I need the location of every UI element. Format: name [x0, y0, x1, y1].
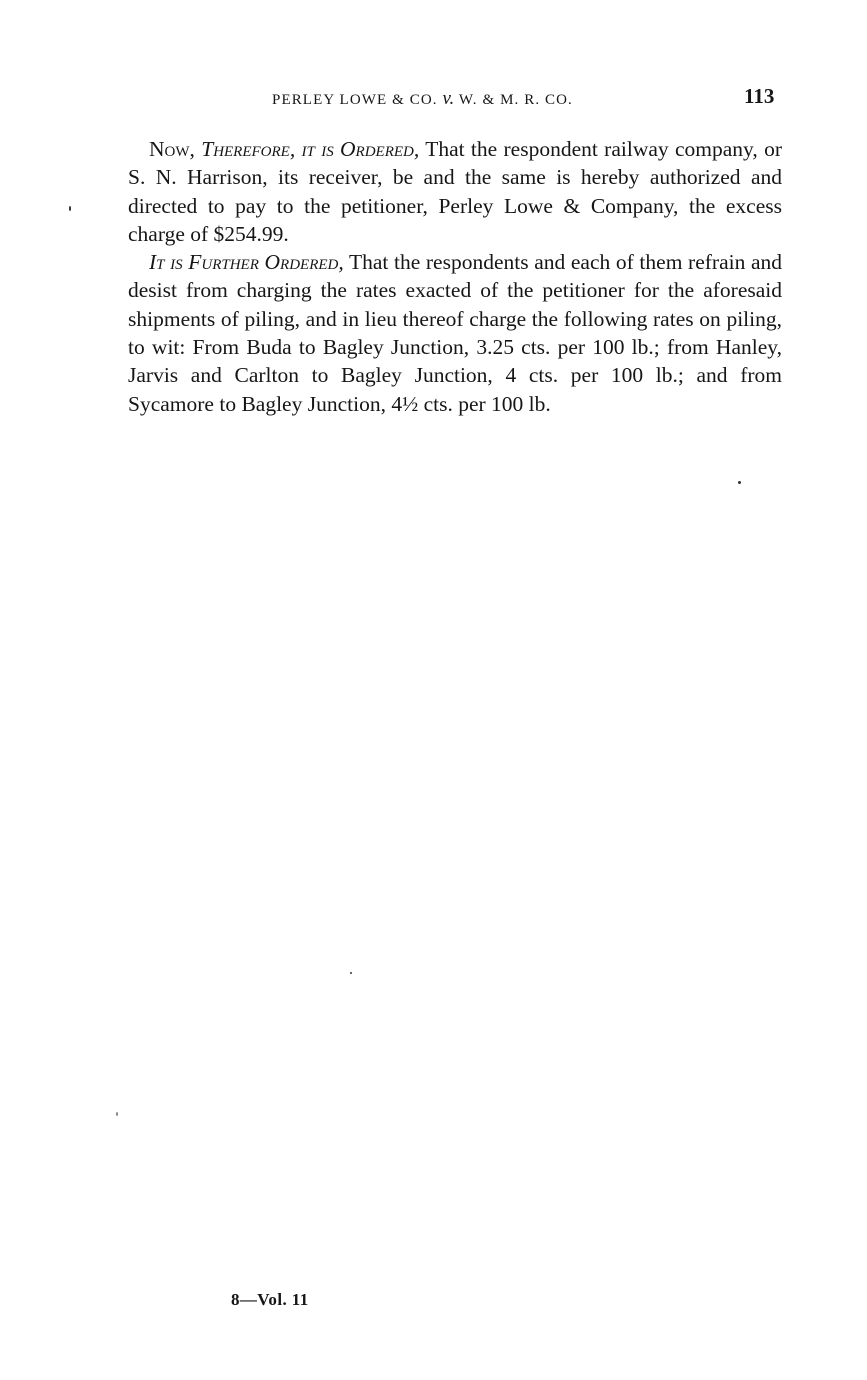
paragraph-lead-now: Now, — [149, 137, 202, 161]
ink-speck — [738, 481, 741, 484]
paragraph-text: That the respondent railway company, or S. N. Harrison, its receiver, be and the same is hereby authorized and directed to pay to the petitioner, Perley Lowe & Company, the excess charge of $254.99. — [128, 137, 782, 246]
ink-speck — [350, 972, 352, 974]
running-title-versus: v. — [442, 88, 455, 109]
ink-speck — [69, 206, 71, 211]
paragraph-text: That the respondents and each of them refrain and desist from charging the rates exacted of the petitioner for the aforesaid shipments of piling, and in lieu thereof charge the following rates on piling, to wit: From Buda to Bagley Junction, 3.25 cts. per 100 lb.; from Hanley, Jarvis and Carlton to Bagley Junction, 4 cts. per 100 lb.; and from Sycamore to Bagley Junction, 4½ cts. per 100 lb. — [128, 250, 783, 416]
running-title-right: W. & M. R. CO. — [458, 92, 573, 108]
ink-speck — [116, 1112, 118, 1116]
paragraph-order-rates — [128, 248, 782, 418]
paragraph-lead-further: It is Further Ordered, — [149, 250, 344, 275]
body-text — [128, 135, 782, 418]
running-head — [0, 84, 867, 114]
page-number: 113 — [744, 84, 775, 108]
signature-mark: 8—Vol. 11 — [231, 1290, 309, 1309]
running-title-left: PERLEY LOWE & CO. — [272, 92, 438, 108]
running-title — [272, 88, 573, 110]
paragraph-order-payment — [128, 135, 782, 248]
paragraph-lead-therefore: Therefore, it is Ordered, — [201, 137, 420, 161]
